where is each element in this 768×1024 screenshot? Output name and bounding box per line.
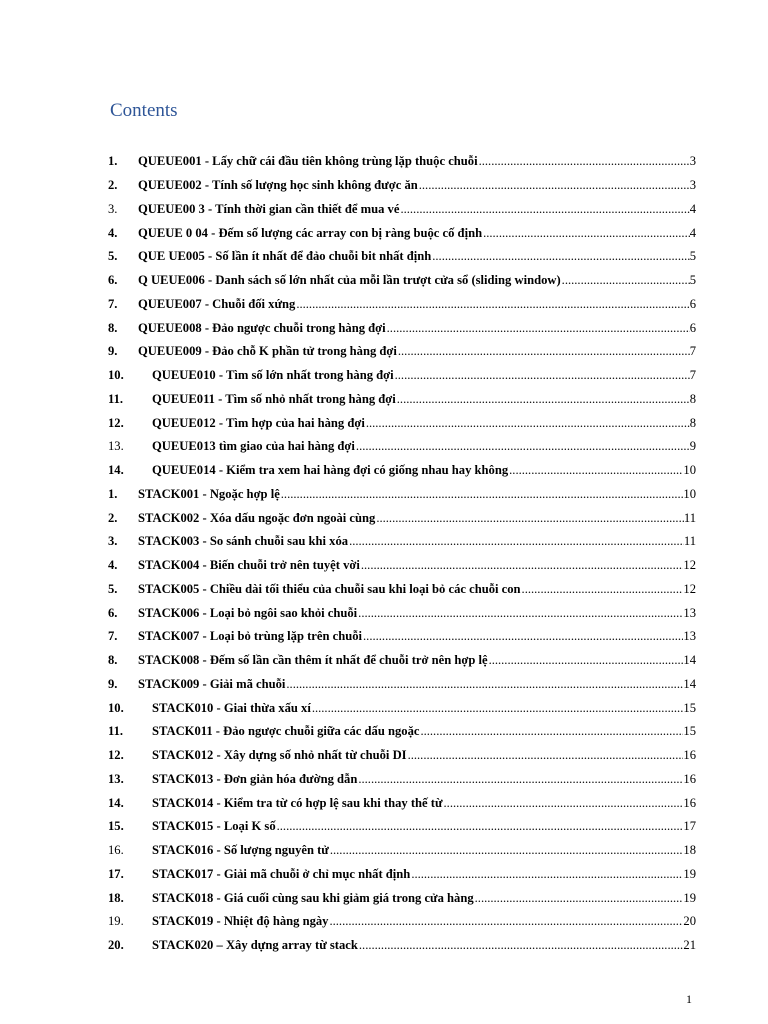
toc-entry-number: 13.: [108, 771, 124, 786]
toc-entry-number: 8.: [108, 653, 118, 668]
toc-dot-leader: [281, 487, 684, 502]
toc-entry-title: QUEUE014 - Kiểm tra xem hai hàng đợi có giống nhau hay không: [152, 463, 509, 478]
toc-entry-title: STACK003 - So sánh chuỗi sau khi xóa: [138, 534, 349, 549]
toc-entry-number: 9.: [108, 676, 118, 691]
toc-entry-number: 2.: [108, 510, 118, 525]
toc-dot-leader: [475, 891, 684, 906]
toc-dot-leader: [509, 463, 683, 478]
toc-dot-leader: [562, 273, 690, 288]
toc-entry-number: 3.: [108, 534, 118, 549]
toc-entry-number: 7.: [108, 296, 118, 311]
toc-entry-title: QUEUE012 - Tìm hợp của hai hàng đợi: [152, 415, 365, 430]
toc-entry-title: Q UEUE006 - Danh sách số lớn nhất của mỗi lần trượt cửa sổ (sliding window): [138, 273, 561, 288]
toc-entry-number: 9.: [108, 344, 118, 359]
toc-entry[interactable]: [108, 886, 696, 910]
toc-entry[interactable]: [108, 601, 696, 625]
toc-entry-title: QUEUE008 - Đảo ngược chuỗi trong hàng đợi: [138, 320, 386, 335]
toc-dot-leader: [359, 938, 684, 953]
page-number: 1: [686, 992, 692, 1006]
toc-entry[interactable]: [108, 483, 696, 507]
toc-entry-title: STACK017 - Giải mã chuỗi ở chỉ mục nhất định: [152, 866, 411, 881]
toc-entry[interactable]: [108, 839, 696, 863]
toc-entry-number: 20.: [108, 938, 124, 953]
toc-entry-number: 16.: [108, 843, 124, 858]
toc-entry-title: STACK006 - Loại bỏ ngôi sao khỏi chuỗi: [138, 605, 358, 620]
toc-entry-number: 5.: [108, 581, 118, 596]
toc-dot-leader: [312, 701, 684, 716]
toc-dot-leader: [387, 321, 690, 336]
toc-entry-title: QUEUE001 - Lấy chữ cái đầu tiên không trùng lặp thuộc chuỗi: [138, 154, 478, 169]
toc-dot-leader: [358, 606, 683, 621]
toc-entry-number: 14.: [108, 795, 124, 810]
toc-entry[interactable]: [108, 863, 696, 887]
toc-entry-number: 11.: [108, 724, 124, 739]
toc-dot-leader: [419, 178, 690, 193]
toc-entry[interactable]: [108, 198, 696, 222]
toc-entry-page: 6: [689, 296, 696, 311]
toc-entry[interactable]: [108, 435, 696, 459]
toc-dot-leader: [366, 416, 690, 431]
toc-entry-page: 4: [689, 225, 696, 240]
toc-entry[interactable]: [108, 720, 696, 744]
toc-entry-number: 17.: [108, 866, 124, 881]
toc-entry-page: 15: [683, 700, 696, 715]
toc-entry-number: 1.: [108, 486, 118, 501]
toc-entry-title: STACK013 - Đơn giản hóa đường dẫn: [152, 771, 358, 786]
toc-entry-page: 12: [683, 558, 696, 573]
toc-entry-title: QUEUE002 - Tính số lượng học sinh không được ăn: [138, 178, 418, 193]
toc-entry-title: QUEUE013 tìm giao của hai hàng đợi: [152, 439, 355, 454]
toc-entry-number: 14.: [108, 463, 124, 478]
toc-entry-page: 7: [689, 368, 696, 383]
toc-entry-page: 18: [683, 843, 696, 858]
toc-entry-title: STACK008 - Đếm số lần cần thêm ít nhất để chuỗi trở nên hợp lệ: [138, 653, 488, 668]
toc-entry[interactable]: [108, 910, 696, 934]
toc-entry-page: 12: [683, 581, 696, 596]
toc-dot-leader: [479, 154, 690, 169]
toc-dot-leader: [356, 439, 690, 454]
toc-entry[interactable]: [108, 625, 696, 649]
toc-entry[interactable]: [108, 768, 696, 792]
toc-entry-page: 3: [689, 178, 696, 193]
toc-entry[interactable]: [108, 174, 696, 198]
toc-dot-leader: [420, 724, 683, 739]
toc-entry-number: 11.: [108, 391, 124, 406]
toc-entry[interactable]: [108, 578, 696, 602]
toc-entry-page: 4: [689, 201, 696, 216]
toc-entry-title: QUEUE 0 04 - Đếm số lượng các array con bị ràng buộc cố định: [138, 225, 483, 240]
toc-entry-title: STACK019 - Nhiệt độ hàng ngày: [152, 914, 329, 929]
toc-entry-number: 6.: [108, 605, 118, 620]
toc-dot-leader: [398, 344, 690, 359]
toc-entry[interactable]: [108, 696, 696, 720]
toc-entry-number: 19.: [108, 914, 124, 929]
toc-entry-title: STACK015 - Loại K số: [152, 819, 276, 834]
toc-entry-page: 21: [683, 938, 696, 953]
toc-entry[interactable]: [108, 744, 696, 768]
toc-dot-leader: [444, 796, 684, 811]
toc-entry-number: 6.: [108, 273, 118, 288]
toc-entry[interactable]: [108, 815, 696, 839]
toc-entry[interactable]: [108, 506, 696, 530]
toc-dot-leader: [296, 297, 689, 312]
toc-entry[interactable]: [108, 150, 696, 174]
toc-entry[interactable]: [108, 269, 696, 293]
toc-entry-page: 19: [683, 890, 696, 905]
toc-entry-number: 12.: [108, 415, 124, 430]
toc-entry-title: STACK020 – Xây dựng array từ stack: [152, 938, 358, 953]
toc-entry-page: 13: [683, 605, 696, 620]
toc-entry-title: QUEUE00 3 - Tính thời gian cần thiết để mua vé: [138, 201, 400, 216]
toc-dot-leader: [400, 202, 689, 217]
toc-entry[interactable]: [108, 221, 696, 245]
toc-entry-page: 10: [683, 486, 696, 501]
toc-dot-leader: [397, 392, 690, 407]
toc-dot-leader: [408, 748, 684, 763]
toc-entry-page: 16: [683, 748, 696, 763]
toc-entry-title: STACK012 - Xây dựng số nhỏ nhất từ chuỗi DI: [152, 748, 407, 763]
toc-entry-title: STACK018 - Giá cuối cùng sau khi giảm giá trong cửa hàng: [152, 890, 474, 905]
toc-dot-leader: [349, 534, 684, 549]
toc-entry-title: QUEUE010 - Tìm số lớn nhất trong hàng đợi: [152, 368, 394, 383]
toc-entry[interactable]: [108, 530, 696, 554]
toc-entry-page: 10: [683, 463, 696, 478]
toc-dot-leader: [432, 249, 689, 264]
toc-dot-leader: [277, 819, 684, 834]
toc-entry[interactable]: [108, 673, 696, 697]
toc-dot-leader: [489, 653, 684, 668]
toc-entry[interactable]: [108, 293, 696, 317]
toc-entry-page: 14: [683, 676, 696, 691]
toc-entry-title: STACK010 - Giai thừa xấu xí: [152, 700, 311, 715]
toc-entry-title: STACK001 - Ngoặc hợp lệ: [138, 486, 280, 501]
toc-entry[interactable]: [108, 388, 696, 412]
toc-entry-page: 16: [683, 771, 696, 786]
toc-entry[interactable]: [108, 791, 696, 815]
toc-entry-title: STACK016 - Số lượng nguyên tử: [152, 843, 329, 858]
toc-entry-number: 7.: [108, 629, 118, 644]
toc-dot-leader: [376, 511, 684, 526]
toc-entry-page: 7: [689, 344, 696, 359]
toc-entry-page: 20: [683, 914, 696, 929]
toc-entry-number: 1.: [108, 154, 118, 169]
toc-dot-leader: [286, 677, 683, 692]
toc-entry-title: STACK009 - Giải mã chuỗi: [138, 676, 286, 691]
toc-entry[interactable]: [108, 364, 696, 388]
toc-dot-leader: [483, 226, 690, 241]
toc-entry-title: STACK004 - Biến chuỗi trở nên tuyệt vời: [138, 558, 360, 573]
toc-entry-title: QUE UE005 - Số lần ít nhất để đảo chuỗi bit nhất định: [138, 249, 432, 264]
toc-entry[interactable]: [108, 316, 696, 340]
toc-entry-number: 15.: [108, 819, 124, 834]
toc-entry-title: STACK002 - Xóa dấu ngoặc đơn ngoài cùng: [138, 510, 376, 525]
toc-entry-title: QUEUE007 - Chuỗi đối xứng: [138, 296, 296, 311]
toc-entry[interactable]: [108, 649, 696, 673]
toc-entry-page: 14: [683, 653, 696, 668]
toc-entry-page: 19: [683, 866, 696, 881]
toc-entry-title: STACK005 - Chiều dài tối thiểu của chuỗi sau khi loại bỏ các chuỗi con: [138, 581, 521, 596]
toc-entry-number: 10.: [108, 700, 124, 715]
toc-dot-leader: [363, 629, 683, 644]
toc-dot-leader: [522, 582, 684, 597]
toc-entry-page: 11: [683, 534, 696, 549]
toc-entry[interactable]: [108, 340, 696, 364]
toc-entry-page: 8: [689, 391, 696, 406]
toc-entry-number: 13.: [108, 439, 124, 454]
toc-entry-title: QUEUE011 - Tìm số nhỏ nhất trong hàng đợi: [152, 391, 396, 406]
toc-heading: Contents: [110, 100, 178, 121]
toc-entry-number: 2.: [108, 178, 118, 193]
toc-entry-page: 13: [683, 629, 696, 644]
toc-entry[interactable]: [108, 411, 696, 435]
toc-entry-title: STACK011 - Đảo ngược chuỗi giữa các dấu ngoặc: [152, 724, 420, 739]
toc-entry[interactable]: [108, 934, 696, 958]
toc-entry-number: 3.: [108, 201, 118, 216]
toc-entry[interactable]: [108, 245, 696, 269]
toc-entry-number: 4.: [108, 225, 118, 240]
toc-entry-title: STACK007 - Loại bỏ trùng lặp trên chuỗi: [138, 629, 363, 644]
toc-dot-leader: [330, 843, 684, 858]
toc-entry-page: 11: [683, 510, 696, 525]
toc-entry-page: 15: [683, 724, 696, 739]
toc-entry-page: 5: [689, 273, 696, 288]
toc-entry-title: STACK014 - Kiểm tra từ có hợp lệ sau khi thay thế từ: [152, 795, 443, 810]
toc-entry-number: 5.: [108, 249, 118, 264]
toc-entry-number: 8.: [108, 320, 118, 335]
toc-entry-page: 9: [689, 439, 696, 454]
toc-entry-number: 4.: [108, 558, 118, 573]
toc-dot-leader: [358, 772, 683, 787]
toc-dot-leader: [395, 368, 690, 383]
toc-entry-page: 8: [689, 415, 696, 430]
toc-entry-page: 16: [683, 795, 696, 810]
toc-entry-number: 18.: [108, 890, 124, 905]
toc-entry-title: QUEUE009 - Đảo chỗ K phần tử trong hàng đợi: [138, 344, 397, 359]
table-of-contents: [108, 150, 696, 958]
toc-entry-page: 5: [689, 249, 696, 264]
toc-entry-page: 6: [689, 320, 696, 335]
toc-entry-number: 10.: [108, 368, 124, 383]
toc-entry-page: 3: [689, 154, 696, 169]
toc-dot-leader: [411, 867, 683, 882]
toc-entry[interactable]: [108, 554, 696, 578]
toc-entry-page: 17: [683, 819, 696, 834]
toc-dot-leader: [361, 558, 684, 573]
toc-dot-leader: [329, 914, 683, 929]
toc-entry-number: 12.: [108, 748, 124, 763]
toc-entry[interactable]: [108, 459, 696, 483]
